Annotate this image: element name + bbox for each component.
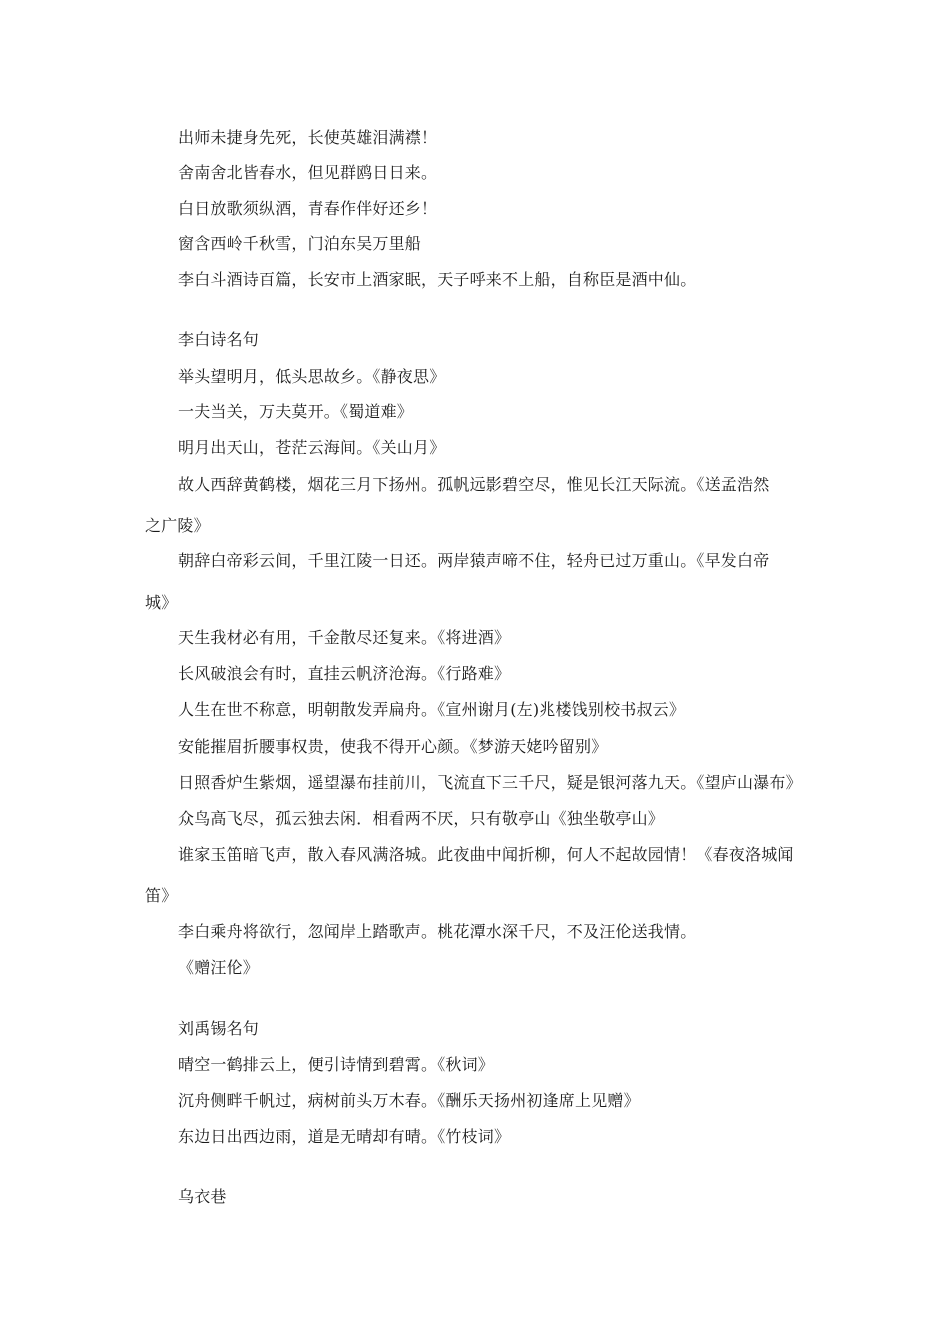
text-line: 出师未捷身先死，长使英雄泪满襟！ xyxy=(178,128,438,147)
text-line: 日照香炉生紫烟，遥望瀑布挂前川，飞流直下三千尺，疑是银河落九天。《望庐山瀑布》 xyxy=(178,773,802,792)
text-line: 一夫当关，万夫莫开。《蜀道难》 xyxy=(178,402,414,421)
text-line: 安能摧眉折腰事权贵，使我不得开心颜。《梦游天姥吟留别》 xyxy=(178,737,608,756)
text-line: 朝辞白帝彩云间，千里江陵一日还。两岸猿声啼不住，轻舟已过万重山。《早发白帝 xyxy=(178,551,770,570)
text-line: 长风破浪会有时，直挂云帆济沧海。《行路难》 xyxy=(178,664,511,683)
text-line: 举头望明月，低头思故乡。《静夜思》 xyxy=(178,367,446,386)
text-line: 人生在世不称意，明朝散发弄扁舟。《宣州谢月(左)兆楼饯别校书叔云》 xyxy=(178,700,686,719)
section-heading-li-bai: 李白诗名句 xyxy=(178,330,260,349)
section-heading-liu-yuxi: 刘禹锡名句 xyxy=(178,1019,260,1038)
text-line: 明月出天山，苍茫云海间。《关山月》 xyxy=(178,438,446,457)
text-line: 故人西辞黄鹤楼，烟花三月下扬州。孤帆远影碧空尽，惟见长江天际流。《送孟浩然 xyxy=(178,475,770,494)
text-line: 舍南舍北皆春水，但见群鸥日日来。 xyxy=(178,163,438,182)
text-line: 沉舟侧畔千帆过，病树前头万木春。《酬乐天扬州初逢席上见赠》 xyxy=(178,1091,640,1110)
text-line: 窗含西岭千秋雪，门泊东吴万里船 xyxy=(178,234,422,253)
text-line: 谁家玉笛暗飞声，散入春风满洛城。此夜曲中闻折柳，何人不起故园情！《春夜洛城闻 xyxy=(178,845,794,864)
text-line: 李白乘舟将欲行，忽闻岸上踏歌声。桃花潭水深千尺，不及汪伦送我情。 xyxy=(178,922,697,941)
text-line-continuation: 笛》 xyxy=(145,886,178,905)
text-line: 东边日出西边雨，道是无晴却有晴。《竹枝词》 xyxy=(178,1127,511,1146)
text-line: 众鸟高飞尽，孤云独去闲．相看两不厌，只有敬亭山《独坐敬亭山》 xyxy=(178,809,665,828)
text-line: 天生我材必有用，千金散尽还复来。《将进酒》 xyxy=(178,628,511,647)
section-heading-wuyi-xiang: 乌衣巷 xyxy=(178,1187,227,1206)
text-line: 《赠汪伦》 xyxy=(178,958,260,977)
text-line: 白日放歌须纵酒，青春作伴好还乡！ xyxy=(178,199,438,218)
text-line: 李白斗酒诗百篇，长安市上酒家眠，天子呼来不上船，自称臣是酒中仙。 xyxy=(178,270,697,289)
text-line: 晴空一鹤排云上，便引诗情到碧霄。《秋词》 xyxy=(178,1055,495,1074)
text-line-continuation: 之广陵》 xyxy=(145,516,210,535)
text-line-continuation: 城》 xyxy=(145,593,178,612)
